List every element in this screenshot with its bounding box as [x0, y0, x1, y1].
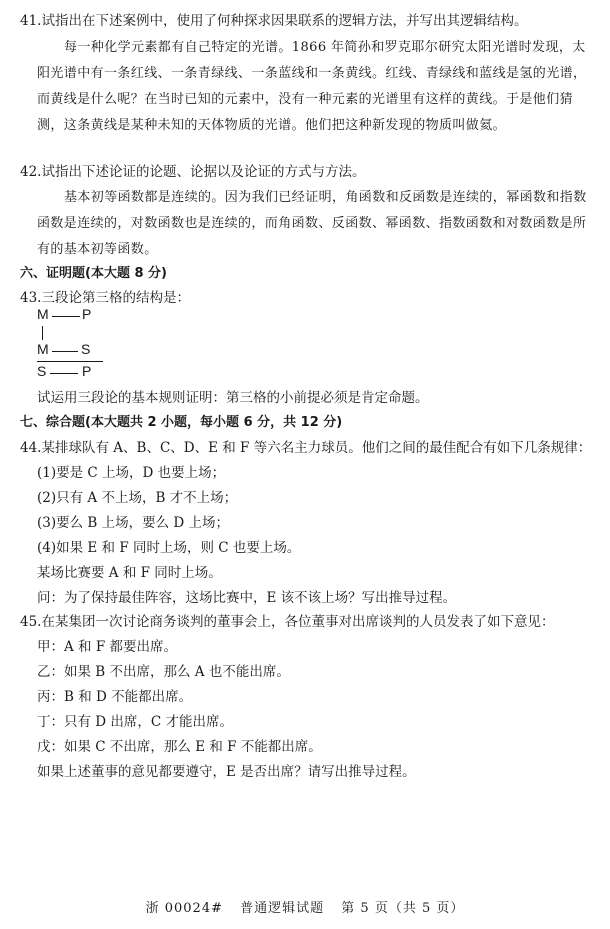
question-45-line: 丁：只有 D 出席，C 才能出席。 — [37, 714, 234, 730]
question-prompt: 试指出下述论证的论题、论据以及论证的方式与方法。 — [41, 164, 366, 180]
exam-code: 浙 00024# — [145, 901, 223, 916]
question-45-line: 甲：A 和 F 都要出席。 — [37, 639, 177, 655]
term-p-major: P — [82, 306, 92, 322]
vertical-connector — [42, 326, 43, 340]
question-number: 44. — [20, 440, 42, 456]
question-44-line: 问：为了保持最佳阵容，这场比赛中，E 该不该上场？写出推导过程。 — [37, 590, 457, 606]
question-44-line: (1)要是 C 上场，D 也要上场； — [37, 465, 226, 481]
question-41-passage: 每一种化学元素都有自己特定的光谱。1866 年简孙和罗克耶尔研究太阳光谱时发现，太阳光谱中有一条红线、一条青绿线、一条蓝线和一条黄线。红线、青绿线和蓝线是氢的光谱，而黄线是什么呢？在当时已知的元素中，没有一种元素的光谱里有这样的黄线。于是他们猜测，这条黄线是某种未知的天体物质的光谱。他们把这种新发现的物质叫做氦。 — [37, 40, 587, 133]
question-number: 43. — [20, 290, 42, 306]
term-m-minor: M — [37, 341, 49, 357]
question-44-line: (3)要么 B 上场，要么 D 上场； — [37, 515, 230, 531]
question-44-line: (4)如果 E 和 F 同时上场，则 C 也要上场。 — [37, 540, 301, 556]
exam-subject: 普通逻辑试题 — [240, 901, 325, 916]
question-42 — [20, 160, 596, 180]
page-number: 第 5 页（共 5 页） — [341, 901, 465, 916]
term-s-conclusion: S — [37, 363, 47, 379]
question-42-passage: 基本初等函数都是连续的。因为我们已经证明，角函数和反函数是连续的，幂函数和指数函数是连续的，对数函数也是连续的，而角函数、反函数、幂函数、指数函数和对数函数是所有的基本初等函数。 — [37, 190, 587, 257]
question-number: 45. — [20, 614, 42, 630]
term-p-conclusion: P — [82, 363, 92, 379]
question-number: 42. — [20, 164, 42, 180]
section-heading-7: 七、综合题(本大题共 2 小题，每小题 6 分，共 12 分) — [20, 415, 343, 430]
question-prompt: 在某集团一次讨论商务谈判的董事会上，各位董事对出席谈判的人员发表了如下意见： — [41, 614, 555, 630]
question-41 — [20, 9, 596, 29]
question-prompt: 三段论第三格的结构是： — [41, 290, 190, 306]
question-44 — [20, 436, 596, 456]
question-44-line: 某场比赛要 A 和 F 同时上场。 — [37, 565, 222, 581]
question-45-line: 丙：B 和 D 不能都出席。 — [37, 689, 193, 705]
question-prompt: 试指出在下述案例中，使用了何种探求因果联系的逻辑方法，并写出其逻辑结构。 — [41, 13, 528, 29]
term-m-major: M — [37, 306, 49, 322]
question-prompt: 某排球队有 A、B、C、D、E 和 F 等六名主力球员。他们之间的最佳配合有如下几条规律： — [41, 440, 592, 456]
section-heading-6: 六、证明题(本大题 8 分) — [20, 266, 167, 281]
connector-line — [52, 316, 80, 317]
term-s-minor: S — [81, 341, 91, 357]
question-45 — [20, 610, 596, 630]
conclusion-rule — [37, 361, 103, 362]
question-45-line: 乙：如果 B 不出席，那么 A 也不能出席。 — [37, 664, 290, 680]
connector-line — [52, 351, 78, 352]
question-number: 41. — [20, 13, 42, 29]
question-45-line: 如果上述董事的意见都要遵守，E 是否出席？请写出推导过程。 — [37, 764, 416, 780]
question-44-line: (2)只有 A 不上场，B 才不上场； — [37, 490, 238, 506]
page-footer — [0, 897, 610, 916]
connector-line — [50, 373, 78, 374]
question-45-line: 戊：如果 C 不出席，那么 E 和 F 不能都出席。 — [37, 739, 322, 755]
question-43-task: 试运用三段论的基本规则证明：第三格的小前提必须是肯定命题。 — [37, 390, 429, 406]
question-43 — [20, 286, 596, 306]
